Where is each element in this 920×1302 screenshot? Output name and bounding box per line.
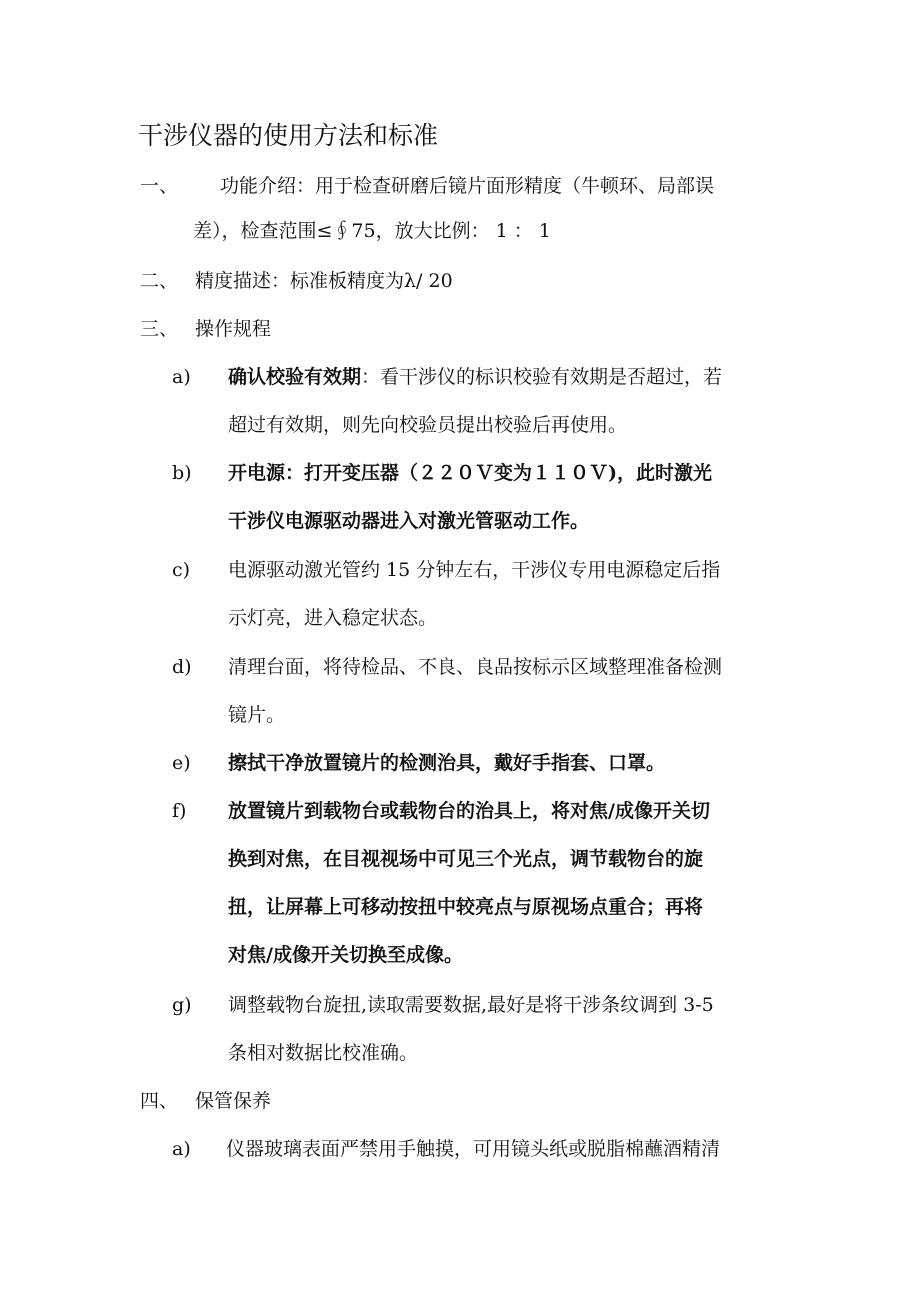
section-number: 一、 (140, 175, 179, 197)
item-label: d) (172, 656, 192, 678)
section-text-line: 精度描述：标准板精度为λ/ 20 (195, 270, 453, 292)
section-number: 四、 (140, 1090, 179, 1112)
list-item-line: 示灯亮，进入稳定状态。 (228, 607, 438, 629)
list-item-line: 放置镜片到载物台或载物台的治具上，将对焦/成像开关切 (228, 800, 710, 822)
section-text-line: 差），检查范围≤∮75，放大比例： 1 ： 1 (193, 220, 551, 242)
document-title: 干涉仪器的使用方法和标准 (138, 121, 439, 150)
section-text-line: 功能介绍：用于检查研磨后镜片面形精度（牛顿环、局部误 (220, 175, 715, 197)
list-item-line: 超过有效期，则先向校验员提出校验后再使用。 (228, 414, 628, 436)
item-label: f) (172, 800, 187, 822)
item-label: e) (172, 752, 191, 774)
item-label: a) (172, 366, 191, 388)
list-item-line: 换到对焦，在目视视场中可见三个光点，调节载物台的旋 (228, 848, 704, 870)
section-heading: 保管保养 (195, 1090, 272, 1112)
list-item-line: 镜片。 (228, 704, 286, 726)
item-label: a) (172, 1138, 191, 1160)
list-item-line (228, 362, 722, 392)
list-item-line: 调整载物台旋扭,读取需要数据,最好是将干涉条纹调到 3-5 (228, 994, 714, 1016)
section-number: 二、 (140, 270, 179, 292)
list-item-line: 条相对数据比校准确。 (228, 1042, 419, 1064)
item-label: c) (172, 559, 191, 581)
list-item-line: 擦拭干净放置镜片的检测治具，戴好手指套、口罩。 (228, 752, 666, 774)
section-number: 三、 (140, 318, 179, 340)
section-heading: 操作规程 (195, 318, 272, 340)
list-item-line: 开电源：打开变压器（２２０Ｖ变为１１０Ｖ)，此时激光 (228, 462, 712, 484)
list-item-line: 清理台面，将待检品、不良、良品按标示区域整理准备检测 (228, 656, 723, 678)
list-item-line: 对焦/成像开关切换至成像。 (228, 944, 463, 966)
item-label: g) (172, 994, 192, 1016)
item-label: b) (172, 462, 192, 484)
list-item-line: 电源驱动激光管约 15 分钟左右，干涉仪专用电源稳定后指 (228, 559, 721, 581)
item-lead-text: 确认校验有效期 (228, 366, 362, 388)
list-item-line: 仪器玻璃表面严禁用手触摸，可用镜头纸或脱脂棉蘸酒精清 (226, 1138, 721, 1160)
item-rest-text: ：看干涉仪的标识校验有效期是否超过，若 (361, 366, 723, 388)
list-item-line: 干涉仪电源驱动器进入对激光管驱动工作。 (228, 510, 590, 532)
list-item-line: 扭，让屏幕上可移动按扭中较亮点与原视场点重合；再将 (228, 896, 704, 918)
